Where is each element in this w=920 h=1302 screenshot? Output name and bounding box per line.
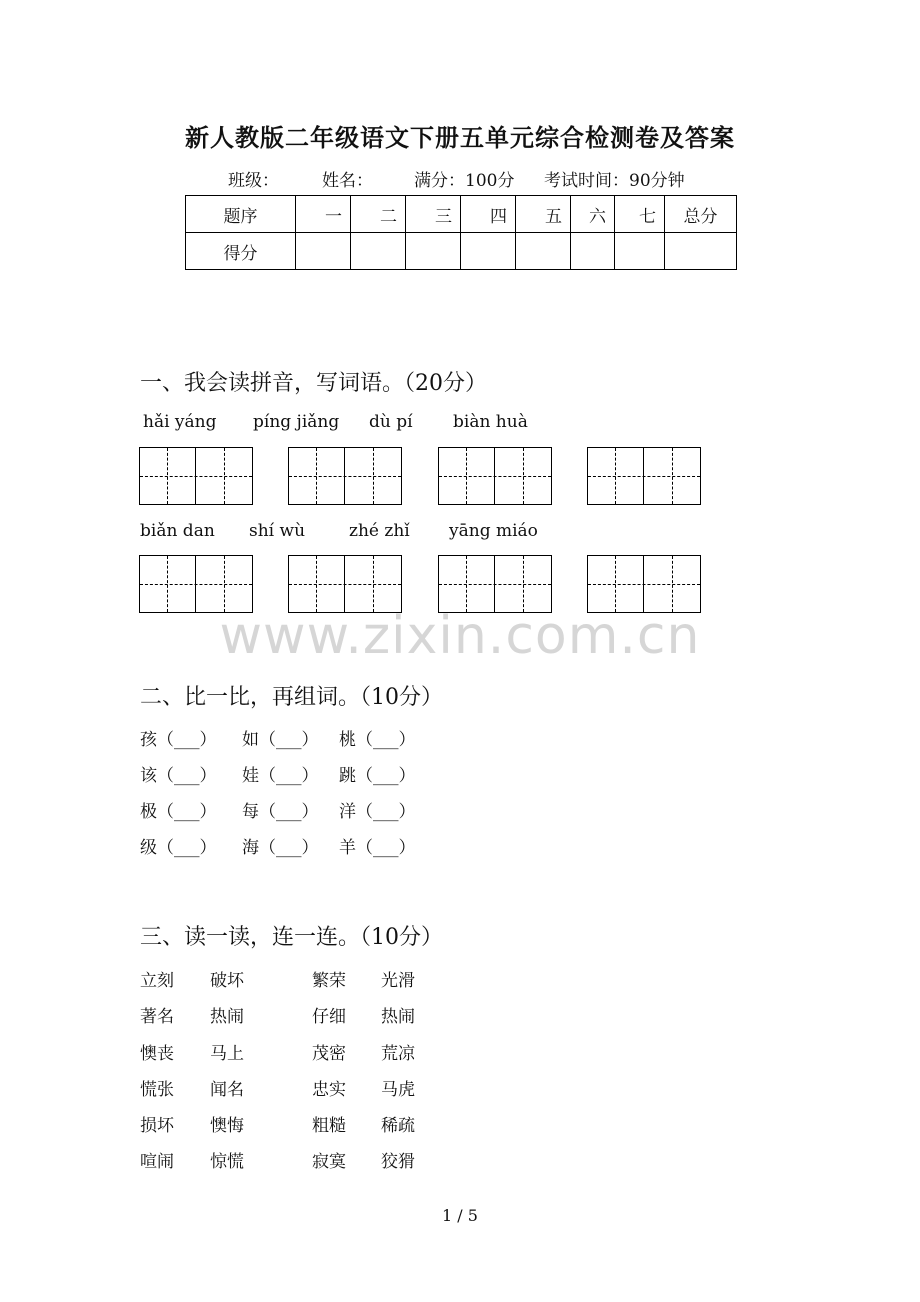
match-word[interactable]: 马上	[210, 1044, 244, 1064]
section2-heading: 二、比一比，再组词。（10分）	[140, 685, 443, 710]
exam-time: 考试时间：90分钟	[544, 171, 685, 191]
pinyin-label: píng jiǎng	[253, 412, 340, 432]
match-word[interactable]: 破坏	[210, 971, 244, 991]
table-header-cell: 五	[516, 196, 571, 233]
match-word[interactable]: 忠实	[312, 1080, 346, 1100]
writing-grid[interactable]	[587, 555, 701, 613]
full-score: 满分：100分	[414, 171, 515, 191]
match-word[interactable]: 稀疏	[381, 1116, 415, 1136]
pinyin-label: dù pí	[369, 412, 413, 432]
compare-item[interactable]: 跳（___）	[339, 766, 416, 786]
pinyin-label: yāng miáo	[449, 521, 538, 541]
table-header-cell: 总分	[665, 196, 737, 233]
table-header-cell: 一	[296, 196, 351, 233]
compare-item[interactable]: 洋（___）	[339, 802, 416, 822]
compare-item[interactable]: 羊（___）	[339, 838, 416, 858]
compare-item[interactable]: 娃（___）	[242, 766, 319, 786]
match-word[interactable]: 狡猾	[381, 1152, 415, 1172]
score-table	[185, 195, 737, 270]
score-cell[interactable]	[615, 233, 665, 270]
match-word[interactable]: 寂寞	[312, 1152, 346, 1172]
match-word[interactable]: 损坏	[140, 1116, 174, 1136]
compare-item[interactable]: 如（___）	[242, 730, 319, 750]
match-word[interactable]: 惊慌	[210, 1152, 244, 1172]
writing-grid[interactable]	[438, 555, 552, 613]
match-word[interactable]: 光滑	[381, 971, 415, 991]
writing-grid[interactable]	[288, 447, 402, 505]
match-word[interactable]: 粗糙	[312, 1116, 346, 1136]
score-cell[interactable]	[571, 233, 615, 270]
compare-item[interactable]: 该（___）	[140, 766, 217, 786]
table-header-cell: 题序	[186, 196, 296, 233]
table-header-cell: 三	[406, 196, 461, 233]
compare-item[interactable]: 海（___）	[242, 838, 319, 858]
name-label: 姓名：	[322, 171, 373, 191]
score-cell[interactable]	[351, 233, 406, 270]
match-word[interactable]: 热闹	[210, 1007, 244, 1027]
pinyin-label: biǎn dan	[140, 521, 215, 541]
writing-grid[interactable]	[587, 447, 701, 505]
pinyin-label: hǎi yáng	[143, 412, 217, 432]
section1-heading: 一、我会读拼音，写词语。（20分）	[140, 371, 487, 396]
writing-grid[interactable]	[139, 555, 253, 613]
pinyin-label: shí wù	[249, 521, 306, 541]
page-title: 新人教版二年级语文下册五单元综合检测卷及答案	[185, 123, 735, 152]
compare-item[interactable]: 级（___）	[140, 838, 217, 858]
match-word[interactable]: 懊悔	[210, 1116, 244, 1136]
match-word[interactable]: 仔细	[312, 1007, 346, 1027]
match-word[interactable]: 热闹	[381, 1007, 415, 1027]
score-cell[interactable]	[516, 233, 571, 270]
match-word[interactable]: 立刻	[140, 971, 174, 991]
score-cell[interactable]	[296, 233, 351, 270]
page-number: 1 / 5	[442, 1206, 478, 1225]
score-table-header-row	[186, 196, 737, 233]
pinyin-label: biàn huà	[453, 412, 528, 432]
match-word[interactable]: 著名	[140, 1007, 174, 1027]
section3-heading: 三、读一读，连一连。（10分）	[140, 925, 443, 950]
match-word[interactable]: 懊丧	[140, 1044, 174, 1064]
score-cell[interactable]	[665, 233, 737, 270]
match-word[interactable]: 繁荣	[312, 971, 346, 991]
score-table-row	[186, 233, 737, 270]
writing-grid[interactable]	[438, 447, 552, 505]
class-label: 班级：	[228, 171, 279, 191]
table-header-cell: 二	[351, 196, 406, 233]
match-word[interactable]: 闻名	[210, 1080, 244, 1100]
score-cell[interactable]	[461, 233, 516, 270]
score-row-label: 得分	[186, 233, 296, 270]
match-word[interactable]: 喧闹	[140, 1152, 174, 1172]
score-cell[interactable]	[406, 233, 461, 270]
table-header-cell: 四	[461, 196, 516, 233]
compare-item[interactable]: 孩（___）	[140, 730, 217, 750]
writing-grid[interactable]	[288, 555, 402, 613]
match-word[interactable]: 荒凉	[381, 1044, 415, 1064]
compare-item[interactable]: 极（___）	[140, 802, 217, 822]
match-word[interactable]: 慌张	[140, 1080, 174, 1100]
match-word[interactable]: 茂密	[312, 1044, 346, 1064]
pinyin-label: zhé zhǐ	[349, 521, 410, 541]
compare-item[interactable]: 每（___）	[242, 802, 319, 822]
match-word[interactable]: 马虎	[381, 1080, 415, 1100]
watermark: www.zixin.com.cn	[219, 606, 701, 666]
writing-grid[interactable]	[139, 447, 253, 505]
table-header-cell: 七	[615, 196, 665, 233]
table-header-cell: 六	[571, 196, 615, 233]
compare-item[interactable]: 桃（___）	[339, 730, 416, 750]
